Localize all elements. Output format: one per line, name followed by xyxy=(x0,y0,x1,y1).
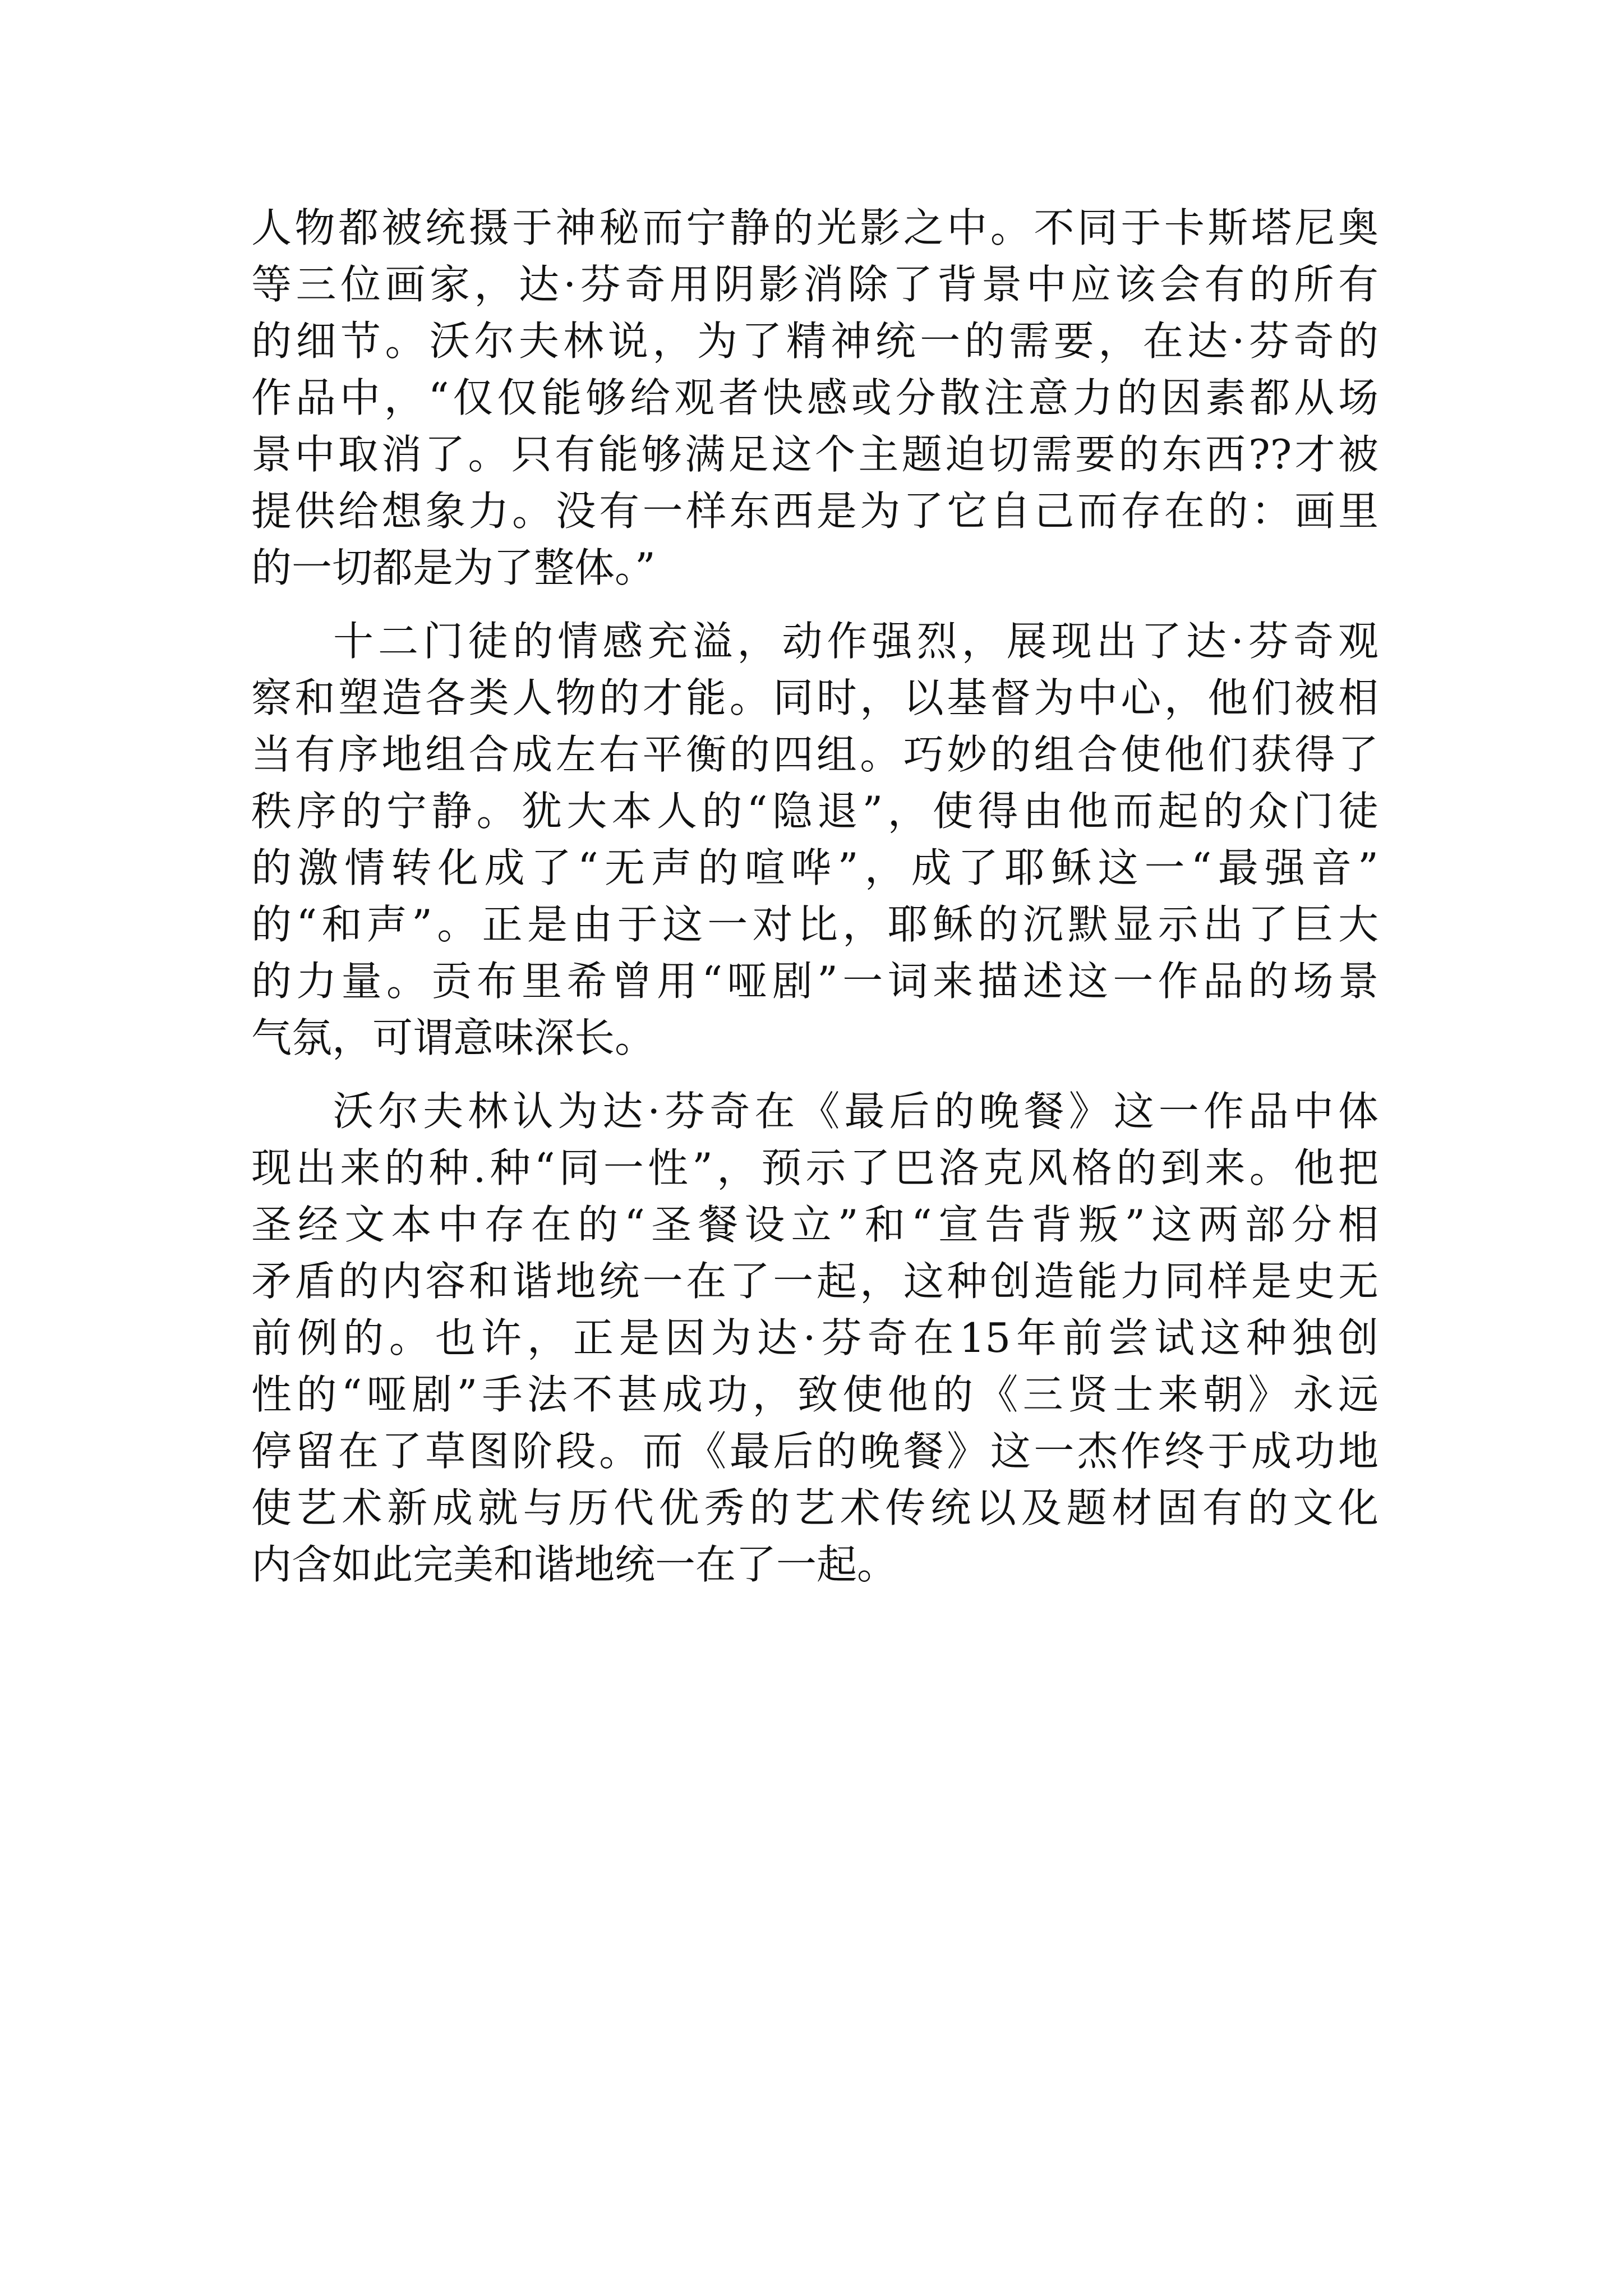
text-line: 前例的。也许，正是因为达·芬奇在15年前尝试这种独创 xyxy=(251,1314,1378,1361)
text-line: 提供给想象力。没有一样东西是为了它自己而存在的：画里 xyxy=(251,487,1378,535)
text-line: 秩序的宁静。犹大本人的“隐退”，使得由他而起的众门徒 xyxy=(251,788,1378,835)
text-line: 十二门徒的情感充溢，动作强烈，展现出了达·芬奇观 xyxy=(333,618,1378,665)
text-line: 矛盾的内容和谐地统一在了一起，这种创造能力同样是史无 xyxy=(251,1258,1378,1305)
paragraph-spacer xyxy=(251,1066,1378,1083)
paragraph-2 xyxy=(251,613,1378,1066)
text-line: 的细节。沃尔夫林说，为了精神统一的需要，在达·芬奇的 xyxy=(251,318,1378,365)
text-line: 沃尔夫林认为达·芬奇在《最后的晚餐》这一作品中体 xyxy=(333,1088,1378,1135)
text-line: 等三位画家，达·芬奇用阴影消除了背景中应该会有的所有 xyxy=(251,261,1378,308)
text-line: 气氛，可谓意味深长。 xyxy=(251,1014,656,1061)
text-line: 现出来的种.种“同一性”，预示了巴洛克风格的到来。他把 xyxy=(251,1144,1378,1191)
text-line: 性的“哑剧”手法不甚成功，致使他的《三贤士来朝》永远 xyxy=(251,1371,1378,1418)
text-line: 人物都被统摄于神秘而宁静的光影之中。不同于卡斯塔尼奥 xyxy=(251,204,1378,251)
text-line: 的力量。贡布里希曾用“哑剧”一词来描述这一作品的场景 xyxy=(251,958,1378,1005)
paragraph-3 xyxy=(251,1083,1378,1593)
text-line: 圣经文本中存在的“圣餐设立”和“宣告背叛”这两部分相 xyxy=(251,1201,1378,1248)
text-line: 的“和声”。正是由于这一对比，耶稣的沉默显示出了巨大 xyxy=(251,901,1378,948)
text-line: 作品中，“仅仅能够给观者快感或分散注意力的因素都从场 xyxy=(251,374,1378,421)
text-line: 当有序地组合成左右平衡的四组。巧妙的组合使他们获得了 xyxy=(251,731,1378,778)
paragraph-spacer xyxy=(251,596,1378,613)
text-line: 使艺术新成就与历代优秀的艺术传统以及题材固有的文化 xyxy=(251,1484,1378,1531)
text-line: 内含如此完美和谐地统一在了一起。 xyxy=(251,1541,898,1588)
text-line: 察和塑造各类人物的才能。同时，以基督为中心，他们被相 xyxy=(251,674,1378,721)
paragraph-1 xyxy=(251,200,1378,596)
text-line: 景中取消了。只有能够满足这个主题迫切需要的东西??才被 xyxy=(251,431,1378,478)
text-line: 停留在了草图阶段。而《最后的晚餐》这一杰作终于成功地 xyxy=(251,1428,1378,1475)
body-text xyxy=(251,200,1378,1593)
text-line: 的一切都是为了整体。” xyxy=(251,544,656,591)
text-line: 的激情转化成了“无声的喧哗”，成了耶稣这一“最强音” xyxy=(251,844,1378,891)
